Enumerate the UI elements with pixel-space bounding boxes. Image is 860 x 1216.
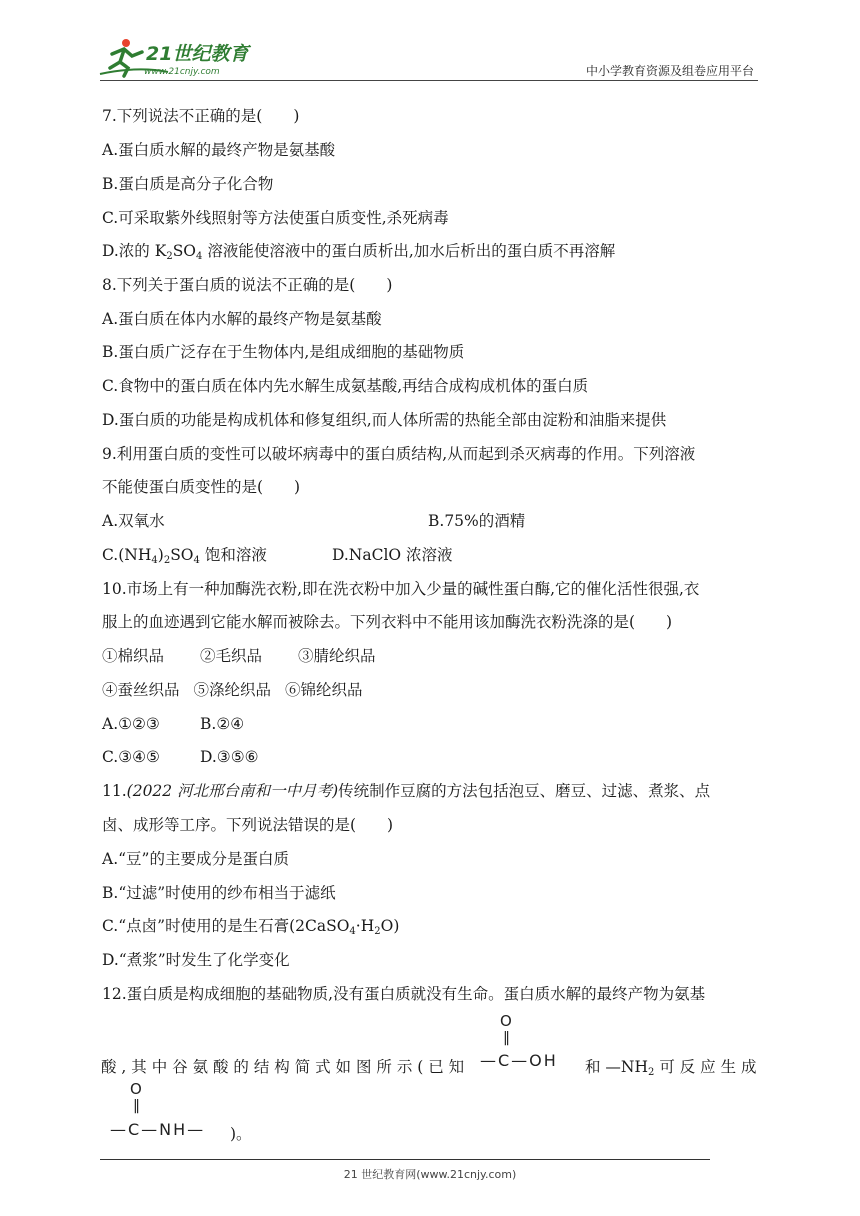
q9-option-c: $C.(NH_4)_2SO_4$ 饱和溶液 [102,546,267,566]
logo-url: www.21cnjy.com [144,67,220,77]
q7-option-a: A.蛋白质水解的最终产物是氨基酸 [102,141,336,159]
q11-option-b: B.“过滤”时使用的纱布相当于滤纸 [102,884,336,902]
q10-items-row2 [102,680,363,700]
q12-stem-line2-part1: 酸 , 其 中 谷 氨 酸 的 结 构 简 式 如 图 所 示 ( 已 知 [101,1058,465,1076]
q8-option-b: B.蛋白质广泛存在于生物体内,是组成细胞的基础物质 [102,343,465,361]
q8-option-d: D.蛋白质的功能是构成机体和修复组织,而人体所需的热能全部由淀粉和油脂来提供 [102,411,667,429]
amide-structure-main: —C—NH— [110,1120,206,1139]
q10-stem-line1: 10.市场上有一种加酶洗衣粉,即在洗衣粉中加入少量的碱性蛋白酶,它的催化活性很强,衣 [102,580,700,598]
header-divider [100,80,758,81]
q10-item: ④蚕丝织品 [102,681,180,699]
carboxyl-structure-main: —C—OH [480,1051,558,1070]
footer-divider [100,1159,710,1160]
q7-option-d: D.浓的 $K_2SO_4$ 溶液能使溶液中的蛋白质析出,加水后析出的蛋白质不再溶解 [102,242,616,262]
carboxyl-double-bond: ‖ [503,1030,510,1046]
q12-stem-line3-end: )。 [230,1125,252,1143]
q8-option-c: C.食物中的蛋白质在体内先水解生成氨基酸,再结合成构成机体的蛋白质 [102,377,589,395]
q10-option-d: D.③⑤⑥ [200,748,259,766]
q10-item: ③腈纶织品 [298,647,376,665]
logo-text: 21世纪教育 [146,43,249,65]
q12-stem-line1: 12.蛋白质是构成细胞的基础物质,没有蛋白质就没有生命。蛋白质水解的最终产物为氨基 [102,985,706,1003]
page-header [98,36,758,80]
q11-source: (2022 河北邢台南和一中月考) [126,782,339,800]
header-platform-text: 中小学教育资源及组卷应用平台 [585,64,754,78]
q7-stem: 7.下列说法不正确的是( ) [102,107,300,125]
q10-option-b: B.②④ [200,715,245,733]
q11-option-a: A.“豆”的主要成分是蛋白质 [102,850,289,868]
logo-21cnjy [98,36,268,80]
q8-stem: 8.下列关于蛋白质的说法不正确的是( ) [102,276,393,294]
footer-text: 21 世纪教育网(www.21cnjy.com) [343,1168,517,1181]
q10-items-row1 [102,646,376,666]
q10-item: ⑤涤纶织品 [193,681,272,699]
q10-item: ①棉织品 [102,647,165,665]
q9-stem-line1: 9.利用蛋白质的变性可以破坏病毒中的蛋白质结构,从而起到杀灭病毒的作用。下列溶液 [102,445,696,463]
q9-option-b: B.75%的酒精 [428,512,526,530]
q9-stem-line2: 不能使蛋白质变性的是( ) [102,478,301,496]
q9-option-a: A.双氧水 [102,512,165,530]
q11-option-d: D.“煮浆”时发生了化学变化 [102,951,290,969]
q10-item: ⑥锦纶织品 [285,681,363,699]
q11-option-c: C.“点卤”时使用的是生石膏$(2CaSO_4\cdot H_2O)$ [102,917,400,937]
q8-option-a: A.蛋白质在体内水解的最终产物是氨基酸 [102,310,382,328]
q10-item: ②毛织品 [200,647,263,665]
amide-double-bond: ‖ [133,1098,140,1114]
q7-option-b: B.蛋白质是高分子化合物 [102,175,274,193]
q10-option-a: A.①②③ [102,715,160,733]
q11-stem-line1: 11.(2022 河北邢台南和一中月考)传统制作豆腐的方法包括泡豆、磨豆、过滤、煮浆、点 [102,782,711,800]
q12-stem-line2-part2: 和 $—NH_2$ 可 反 应 生 成 [585,1058,757,1078]
q7-option-c: C.可采取紫外线照射等方法使蛋白质变性,杀死病毒 [102,209,449,227]
q10-stem-line2: 服上的血迹遇到它能水解而被除去。下列衣料中不能用该加酶洗衣粉洗涤的是( ) [102,613,673,631]
q9-option-d: D.NaClO 浓溶液 [332,546,453,564]
amide-structure-o: O [130,1080,142,1098]
q11-stem-line2: 卤、成形等工序。下列说法错误的是( ) [102,816,394,834]
carboxyl-structure-o: O [500,1012,512,1030]
q10-option-c: C.③④⑤ [102,748,160,766]
